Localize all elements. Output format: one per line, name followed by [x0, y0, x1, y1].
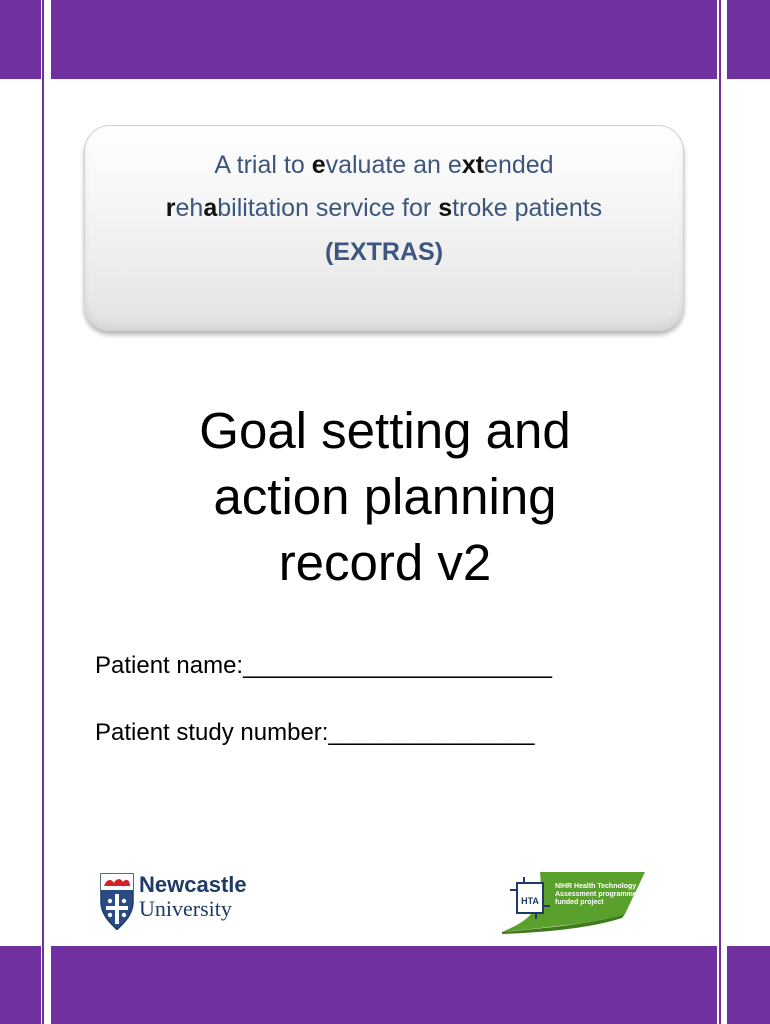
title-line-3: record v2 — [278, 534, 492, 591]
newcastle-university-logo — [99, 870, 249, 934]
hta-caption-line-1: NIHR Health Technology — [555, 883, 637, 890]
patient-study-number-field[interactable] — [95, 719, 534, 747]
banner-emphasis-line1-3: xt — [461, 151, 485, 179]
newcastle-wordmark: Newcastle — [139, 872, 247, 897]
banner-emphasis-line2-2: a — [203, 194, 218, 222]
banner-text-line1-2: valuate an e — [325, 151, 462, 179]
banner-line-2 — [85, 187, 683, 230]
banner-text-line2-3: bilitation service for — [217, 194, 439, 222]
page-title — [0, 398, 770, 596]
hta-caption — [555, 883, 637, 907]
footer-band-center-segment — [51, 946, 717, 1024]
footer-band-right-segment — [727, 946, 770, 1024]
title-line-1: Goal setting and — [199, 402, 571, 459]
patient-name-blank[interactable]: ________________________ — [243, 652, 552, 679]
banner-text-line2-1: eh — [175, 194, 204, 222]
banner-emphasis-line1-1: e — [311, 151, 326, 179]
study-number-blank[interactable]: ________________ — [328, 719, 535, 746]
banner-emphasis-line2-0: r — [165, 194, 176, 222]
top-header-band — [0, 0, 770, 79]
trial-banner — [84, 125, 684, 331]
footer-band-left-segment — [0, 946, 41, 1024]
study-number-label: Patient study number: — [95, 719, 329, 746]
banner-line-1 — [85, 144, 683, 187]
bottom-footer-band — [0, 946, 770, 1024]
banner-text-line1-4: ended — [484, 151, 554, 179]
title-line-2: action planning — [213, 468, 557, 525]
hta-caption-line-2: Assessment programme — [555, 891, 637, 898]
hta-caption-line-3: funded project — [555, 899, 604, 906]
banner-emphasis-line2-4: s — [438, 194, 453, 222]
header-band-left-segment — [0, 0, 41, 79]
patient-name-field[interactable] — [95, 652, 551, 680]
hta-badge-text: HTA — [521, 896, 539, 906]
patient-name-label: Patient name: — [95, 652, 244, 679]
header-band-center-segment — [51, 0, 717, 79]
university-crest-icon — [99, 872, 135, 932]
banner-acronym: (EXTRAS) — [324, 238, 444, 266]
university-wordmark: University — [139, 896, 232, 921]
nihr-hta-logo — [500, 870, 650, 936]
header-band-right-segment — [727, 0, 770, 79]
banner-text-line2-5: troke patients — [452, 194, 603, 222]
banner-text-line1-0: A trial to — [214, 151, 312, 179]
